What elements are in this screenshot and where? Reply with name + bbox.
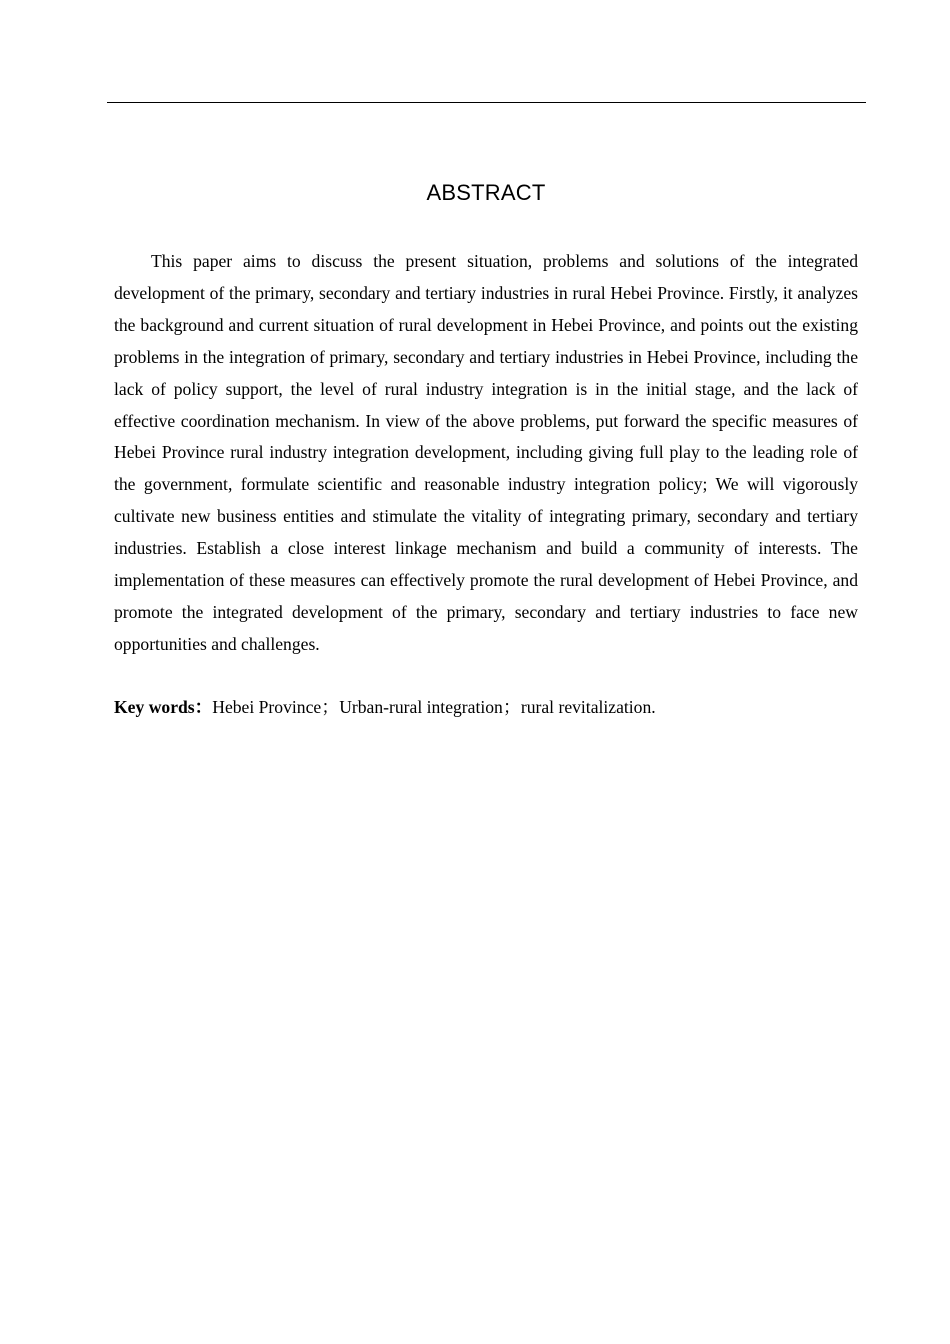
keyword-item: Urban-rural integration xyxy=(339,697,503,717)
header-rule xyxy=(107,102,866,103)
abstract-body: This paper aims to discuss the present situation, problems and solutions of the integrated development of the primary, secondary and tertiary industries in rural Hebei Province. Firstly, it analyzes the background and current situation of rural development in Hebei Province, and points out the existing problems in the integration of primary, secondary and tertiary industries in Hebei Province, including the lack of policy support, the level of rural industry integration is in the initial stage, and the lack of effective coordination mechanism. In view of the above problems, put forward the specific measures of Hebei Province rural industry integration development, including giving full play to the leading role of the government, formulate scientific and reasonable industry integration policy; We will vigorously cultivate new business entities and stimulate the vitality of integrating primary, secondary and tertiary industries. Establish a close interest linkage mechanism and build a community of interests. The implementation of these measures can effectively promote the rural development of Hebei Province, and promote the integrated development of the primary, secondary and tertiary industries to face new opportunities and challenges. xyxy=(114,251,858,654)
keywords-label: Key words： xyxy=(114,697,213,717)
abstract-title: ABSTRACT xyxy=(426,180,546,205)
keyword-item: rural revitalization. xyxy=(520,697,656,717)
keyword-item: Hebei Province xyxy=(212,697,322,717)
keyword-separator: ； xyxy=(321,697,339,717)
keyword-separator: ； xyxy=(503,697,521,717)
keywords-line xyxy=(114,693,858,721)
